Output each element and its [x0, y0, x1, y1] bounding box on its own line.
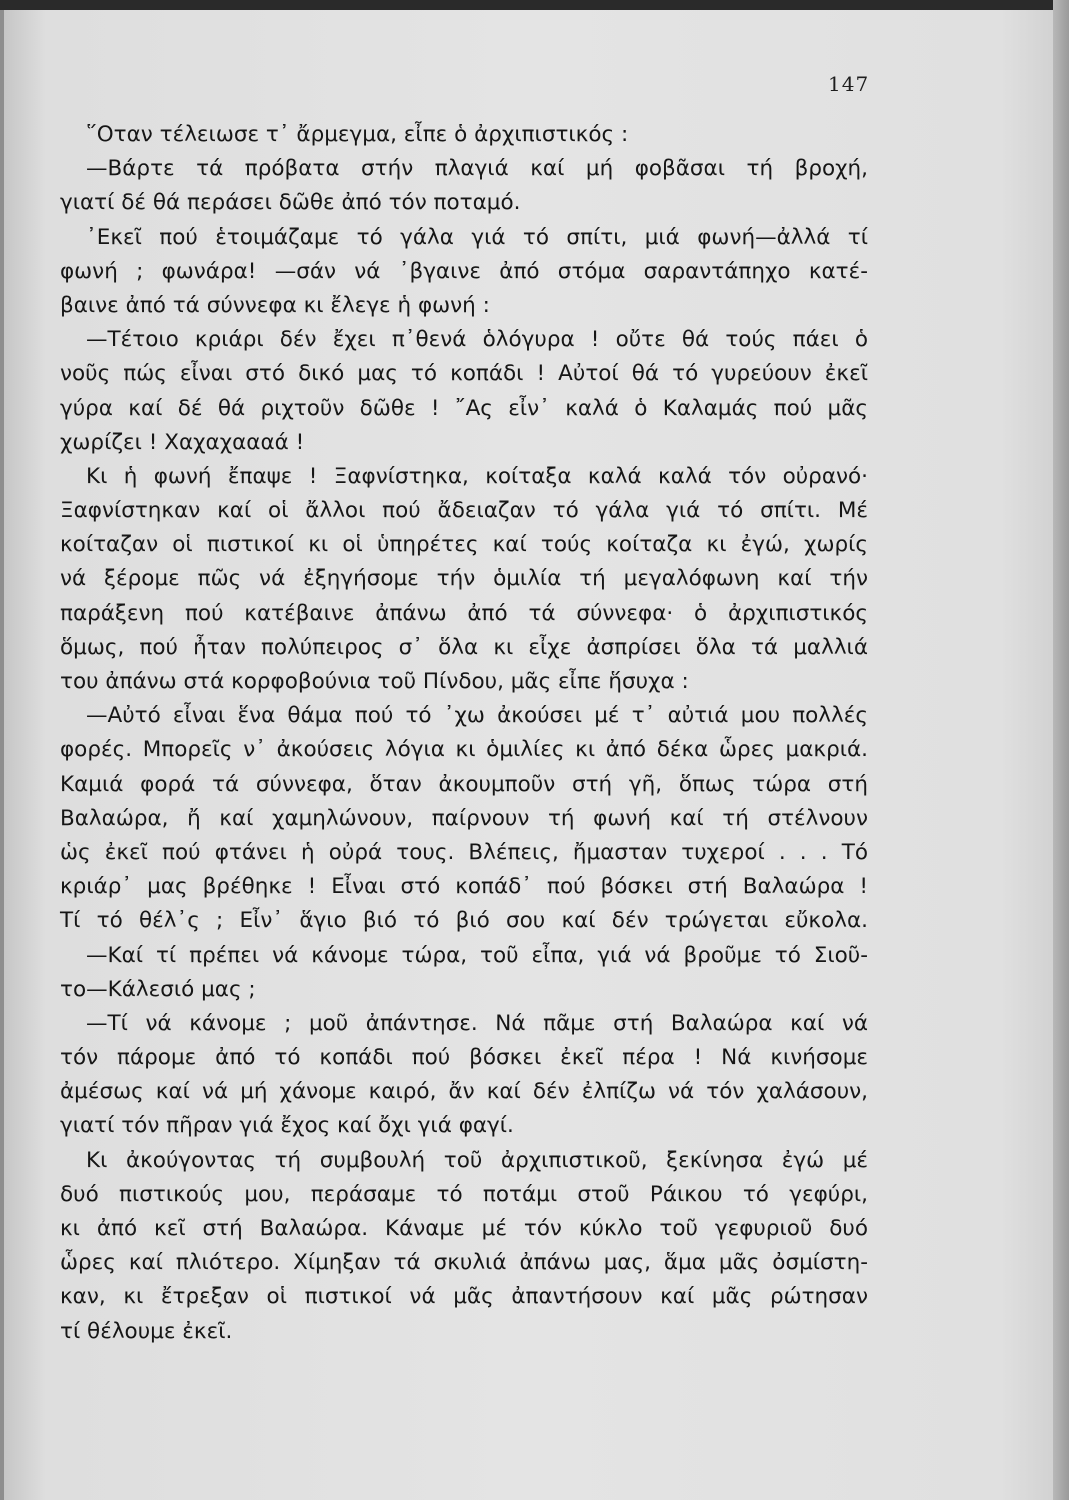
text-line: γιατί τόν πῆραν γιά ἔχος καί ὄχι γιά φαγί. — [60, 1113, 514, 1139]
text-line: καν, κι ἔτρεξαν οἱ πιστικοί νά μᾶς ἀπαντήσουν καί μᾶς ρώτησαν — [60, 1284, 868, 1310]
text-line: Καμιά φορά τά σύννεφα, ὅταν ἀκουμποῦν στή γῆ, ὅπως τώρα στή — [60, 771, 868, 797]
text-line: ἀμέσως καί νά μή χάνομε καιρό, ἄν καί δέν ἐλπίζω νά τόν χαλάσουν, — [60, 1079, 868, 1105]
text-line: δυό πιστικούς μου, περάσαμε τό ποτάμι στοῦ Ράικου τό γεφύρι, — [60, 1181, 868, 1207]
text-line: του ἀπάνω στά κορφοβούνια τοῦ Πίνδου, μᾶς εἶπε ἥσυχα : — [60, 669, 689, 694]
text-line: νοῦς πώς εἶναι στό δικό μας τό κοπάδι ! Αὐτοί θά τό γυρεύουν ἐκεῖ — [60, 361, 868, 387]
text-line: —Βάρτε τά πρόβατα στήν πλαγιά καί μή φοβᾶσαι τή βροχή, — [86, 156, 868, 182]
text-line: φωνή ; φωνάρα! —σάν νά ᾽βγαινε ἀπό στόμα σαραντάπηχο κατέ- — [60, 258, 868, 284]
text-line: κοίταζαν οἱ πιστικοί κι οἱ ὑπηρέτες καί τούς κοίταζα κι ἐγώ, χωρίς — [60, 532, 868, 558]
text-line: χωρίζει ! Χαχαχαααά ! — [60, 429, 305, 455]
text-line: κι ἀπό κεῖ στή Βαλαώρα. Κάναμε μέ τόν κύκλο τοῦ γεφυριοῦ δυό — [60, 1216, 868, 1241]
text-line: ὡς ἐκεῖ πού φτάνει ἡ οὐρά τους. Βλέπεις, ἤμασταν τυχεροί . . . Τό — [60, 839, 868, 865]
text-line: —Αὐτό εἶναι ἕνα θάμα πού τό ᾽χω ἀκούσει μέ τ᾽ αὐτιά μου πολλές — [86, 703, 868, 729]
text-line: τόν πάρομε ἀπό τό κοπάδι πού βόσκει ἐκεῖ πέρα ! Νά κινήσομε — [60, 1045, 868, 1071]
text-line: ὧρες καί πλιότερο. Χίμηξαν τά σκυλιά ἀπάνω μας, ἅμα μᾶς ὀσμίστη- — [60, 1250, 868, 1276]
text-line: Βαλαώρα, ἤ καί χαμηλώνουν, παίρνουν τή φωνή καί τή στέλνουν — [60, 805, 868, 831]
page-number: 147 — [828, 72, 870, 96]
text-line: ῞Οταν τέλειωσε τ᾽ ἄρμεγμα, εἶπε ὁ ἀρχιπιστικός : — [86, 122, 629, 147]
text-line: —Καί τί πρέπει νά κάνομε τώρα, τοῦ εἶπα, γιά νά βροῦμε τό Σιοῦ- — [86, 942, 868, 968]
scan-top-edge — [0, 0, 1069, 10]
text-line: βαινε ἀπό τά σύννεφα κι ἔλεγε ἡ φωνή : — [60, 292, 490, 318]
text-line: νά ξέρομε πῶς νά ἐξηγήσομε τήν ὁμιλία τή μεγαλόφωνη καί τήν — [60, 566, 868, 592]
text-line: ᾽Εκεῖ πού ἑτοιμάζαμε τό γάλα γιά τό σπίτι, μιά φωνή—ἀλλά τί — [86, 224, 868, 250]
text-line: Κι ἀκούγοντας τή συμβουλή τοῦ ἀρχιπιστικοῦ, ξεκίνησα ἐγώ μέ — [86, 1147, 868, 1173]
text-line: ὅμως, πού ἦταν πολύπειρος σ᾽ ὅλα κι εἶχε ἀσπρίσει ὅλα τά μαλλιά — [60, 634, 868, 660]
text-line: γιατί δέ θά περάσει δῶθε ἀπό τόν ποταμό. — [60, 190, 521, 216]
text-line: Τί τό θέλ᾽ς ; Εἶν᾽ ἅγιο βιό τό βιό σου καί δέν τρώγεται εὔκολα. — [60, 908, 868, 934]
text-line: παράξενη πού κατέβαινε ἀπάνω ἀπό τά σύννεφα· ὁ ἀρχιπιστικός — [60, 600, 868, 626]
text-line: —Τί νά κάνομε ; μοῦ ἀπάντησε. Νά πᾶμε στή Βαλαώρα καί νά — [86, 1010, 868, 1036]
text-line: κριάρ᾽ μας βρέθηκε ! Εἶναι στό κοπάδ᾽ πού βόσκει στή Βαλαώρα ! — [60, 874, 868, 900]
text-line: τί θέλουμε ἐκεῖ. — [60, 1318, 233, 1344]
text-line: φορές. Μπορεῖς ν᾽ ἀκούσεις λόγια κι ὁμιλίες κι ἀπό δέκα ὧρες μακριά. — [60, 737, 868, 763]
text-line: Ξαφνίστηκαν καί οἱ ἄλλοι πού ἄδειαζαν τό γάλα γιά τό σπίτι. Μέ — [60, 498, 868, 524]
text-line: γύρα καί δέ θά ριχτοῦν δῶθε ! ῎Ας εἶν᾽ καλά ὁ Καλαμάς πού μᾶς — [60, 395, 868, 421]
text-line: Κι ἡ φωνή ἔπαψε ! Ξαφνίστηκα, κοίταξα καλά καλά τόν οὐρανό· — [86, 463, 868, 489]
scan-right-edge — [1053, 0, 1069, 1500]
body-text — [60, 118, 868, 1349]
text-line: το—Κάλεσιό μας ; — [60, 976, 256, 1002]
text-line: —Τέτοιο κριάρι δέν ἔχει π᾽θενά ὁλόγυρα ! οὔτε θά τούς πάει ὁ — [86, 327, 868, 353]
